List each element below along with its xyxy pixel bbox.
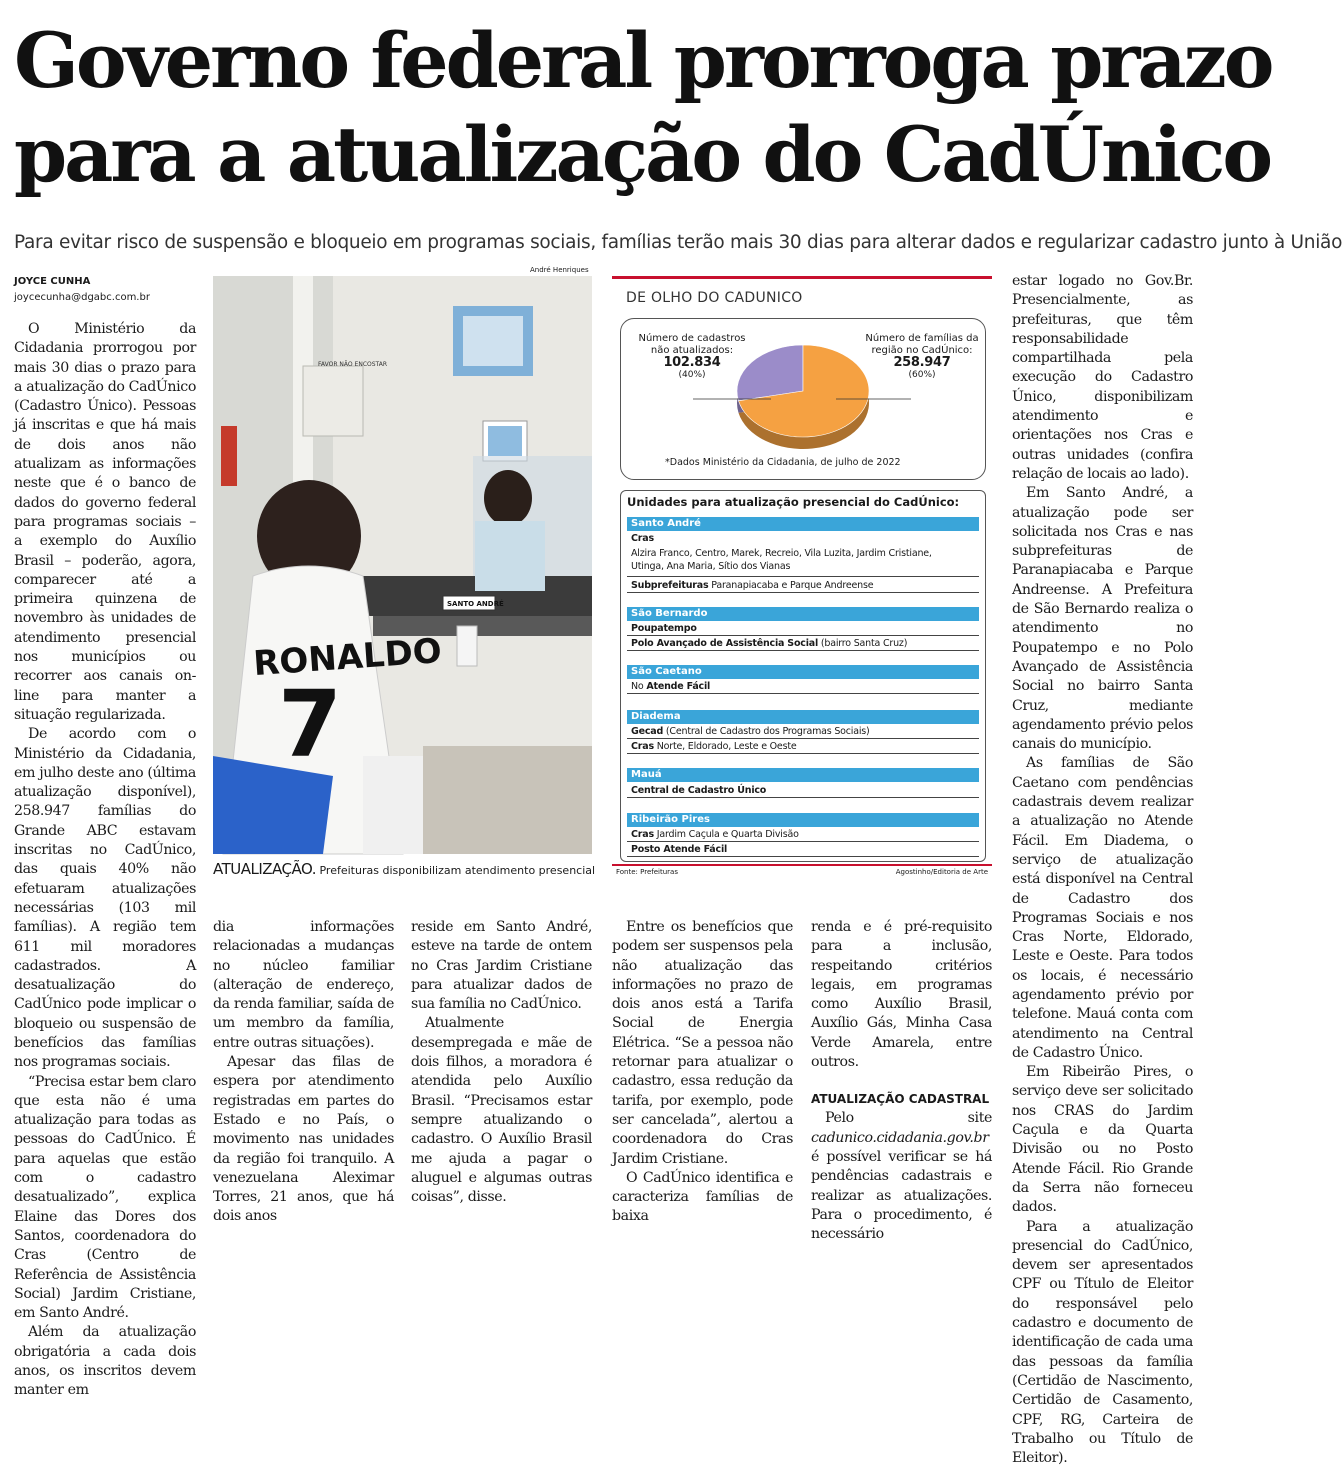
paragraph: Entre os benefícios que podem ser suspensos pela não atualização das informações no prazo de dois anos está a Tarifa Social de Energia Elétrica. “Se a pessoa não retornar para atualizar o cadastro, essa redução da tarifa, por exemplo, pode ser cancelada”, alertou a coordenadora do Cras Jardim Cristiane. [612,919,793,1167]
jersey-number: 7 [278,671,343,778]
row-text: Utinga, Ana Maria, Sítio dos Vianas [631,561,791,572]
table-row [627,740,979,754]
row-text: (bairro Santa Cruz) [818,638,908,649]
article-photo [213,276,592,854]
jersey-name: RONALDO [252,631,444,685]
infographic-source: Fonte: Prefeituras [616,868,678,876]
paragraph: Para a atualização presencial do CadÚnico, devem ser apresentados CPF ou Título de Eleitor do responsável pelo cadastro e documento de identificação de cada uma das pessoas da família (Certidão de Nascimento, Certidão de Casamento, CPF, RG, Carteira de Trabalho ou Título de Eleitor). [1012,1218,1193,1467]
row-text: Paranapiacaba e Parque Andreense [708,580,874,591]
infographic-credit: Agostinho/Editoria de Arte [895,868,988,876]
paragraph: Atualmente desempregada e mãe de dois filhos, a moradora é atendida pelo Auxílio Brasil. “Precisamos estar sempre atualizando o cadastro. O Auxílio Brasil me ajuda a pagar o aluguel e algumas outras coisas”, disse. [411,1015,592,1206]
photo-illustration [213,276,592,854]
city-header-maua: Mauá [627,768,979,782]
pie-chart-box [620,318,986,480]
row-label: Poupatempo [631,623,697,634]
row-text: Norte, Eldorado, Leste e Oeste [653,741,797,752]
pie-label-left [637,333,747,381]
row-label: Cras [631,533,654,544]
city-header-ribeirao-pires: Ribeirão Pires [627,813,979,827]
row-label: Posto Atende Fácil [631,844,728,855]
article-column-5 [811,918,992,1244]
table-row [627,680,979,694]
paragraph: O CadÚnico identifica e caracteriza famílias de baixa [612,1169,793,1225]
row-label: Cras [631,741,654,752]
headline-line-2: para a atualização do CadÚnico [14,110,1271,199]
units-title: Unidades para atualização presencial do CadÚnico: [627,495,960,509]
article-column-1 [14,320,196,1401]
caption-text: Prefeituras disponibilizam atendimento presencial [316,864,596,877]
paragraph: Além da atualização obrigatória a cada dois anos, os inscritos devem manter em [14,1324,196,1399]
wall-sign: FAVOR NÃO ENCOSTAR [318,361,388,368]
paragraph: estar logado no Gov.Br. Presencialmente, as prefeituras, que têm responsabilidade compartilhada pela execução do Cadastro Único, disponibilizam atendimento e orientações nos Cras e outras unidades (confira relação de locais ao lado). [1012,273,1193,482]
row-text: Alzira Franco, Centro, Marek, Recreio, Vila Luzita, Jardim Cristiane, [631,548,932,559]
table-row [627,532,979,577]
infographic-top-rule [612,276,992,279]
pie-label-right-value: 258.947 [893,355,951,370]
paragraph: Apesar das filas de espera por atendimento registradas em partes do Estado e no País, o movimento nas unidades da região foi tranquilo. A venezuelana Aleximar Torres, 21 anos, que há dois anos [213,1054,394,1225]
article-column-3 [411,918,592,1207]
row-text: No [631,681,647,692]
table-row [627,843,979,857]
row-label: Central de Cadastro Único [631,785,767,796]
table-row [627,622,979,636]
table-row [627,637,979,651]
section-heading: ATUALIZAÇÃO CADASTRAL [811,1092,990,1107]
author-name: JOYCE CUNHA [14,276,91,287]
infographic-title: DE OLHO DO CADUNICO [626,290,803,306]
paragraph: dia informações relacionadas a mudanças no núcleo familiar (alteração de endereço, da renda familiar, saída de um membro da família, entre outras situações). [213,919,394,1051]
article-column-2 [213,918,394,1227]
paragraph-text: é possível verificar se há pendências cadastrais e realizar as atualizações. Para o procedimento, é necessário [811,1148,992,1243]
row-text: Jardim Caçula e Quarta Divisão [653,829,799,840]
headline-line-1: Governo federal prorroga prazo [14,16,1272,105]
city-header-sao-caetano: São Caetano [627,665,979,679]
subheadline: Para evitar risco de suspensão e bloqueio em programas sociais, famílias terão mais 30 dias para alterar dados e regularizar cadastro junto à União [14,232,1342,253]
row-label: Atende Fácil [646,681,711,692]
photo-caption [213,860,596,878]
article-column-6 [1012,272,1193,1468]
table-row [627,725,979,739]
pie-label-right-pct: (60%) [908,370,936,380]
pie-source-note: *Dados Ministério da Cidadania, de julho de 2022 [665,457,901,468]
pie-label-left-text: Número de cadastros não atualizados: [638,333,746,356]
row-label: Gecad [631,726,664,737]
infographic [612,276,992,880]
article-column-4 [612,918,793,1227]
units-table [620,490,986,862]
pie-label-left-value: 102.834 [663,355,721,370]
row-label: Subprefeituras [631,580,709,591]
paragraph: Em Santo André, a atualização pode ser solicitada nos Cras e nas subprefeituras de Paranapiacaba e Parque Andreense. A Prefeitura de São Bernardo realiza o atendimento no Poupatempo e no Polo Avançado de Assistência Social no bairro Santa Cruz, mediante agendamento prévio pelos canais do município. [1012,485,1193,753]
photo-credit: André Henriques [530,266,589,274]
paragraph: “Precisa estar bem claro que esta não é uma atualização para todas as pessoas do CadÚnico. É para aquelas que estão com o cadastro desatualizado”, explica Elaine das Dores dos Santos, coordenadora do Cras (Centro de Referência de Assistência Social) Jardim Cristiane, em Santo André. [14,1073,196,1322]
table-row [627,579,979,593]
table-row [627,828,979,842]
paragraph: As famílias de São Caetano com pendências cadastrais devem realizar a atualização no Atende Fácil. Em Diadema, o serviço de atualização está disponível na Central de Cadastro dos Programas Sociais e nos Cras Norte, Eldorado, Leste e Oeste. Para todos os locais, é necessário agendamento prévio por telefone. Mauá conta com atendimento na Central de Cadastro Único. [1012,755,1193,1061]
row-label: Polo Avançado de Assistência Social [631,638,819,649]
pie-label-left-pct: (40%) [678,370,706,380]
caption-lead: ATUALIZAÇÃO. [213,860,316,878]
city-header-sao-bernardo: São Bernardo [627,607,979,621]
city-header-santo-andre: Santo André [627,517,979,531]
paragraph: renda e é pré-requisito para a inclusão, respeitando critérios legais, em programas como Auxílio Brasil, Auxílio Gás, Minha Casa Verde Amarela, entre outros. [811,919,992,1071]
city-header-diadema: Diadema [627,710,979,724]
paragraph-text: Pelo site [825,1110,992,1127]
author-email[interactable]: joycecunha@dgabc.com.br [14,292,150,303]
row-label: Cras [631,829,654,840]
paragraph: De acordo com o Ministério da Cidadania, em julho deste ano (última atualização disponível), 258.947 famílias do Grande ABC estavam inscritas no CadÚnico, das quais 40% não efetuaram atualizações necessárias (103 mil famílias). A região tem 611 mil moradores cadastrados. A desatualização do CadÚnico pode implicar o bloqueio ou suspensão de benefícios das famílias nos programas sociais. [14,726,196,1071]
site-link[interactable]: cadunico.cidadania.gov.br [811,1129,989,1146]
paragraph: O Ministério da Cidadania prorrogou por mais 30 dias o prazo para a atualização do CadÚnico (Cadastro Único). Pessoas já inscritas e que há mais de dois anos não atualizam as informações neste que é o banco de dados do governo federal para programas sociais – a exemplo do Auxílio Brasil – poderão, agora, comparecer até a primeira quinzena de novembro às unidades de atendimento presencial nos municípios ou recorrer aos canais on-line para manter a situação regularizada. [14,321,196,723]
desk-sign: SANTO ANDRÉ [447,600,504,608]
pie-label-right-text: Número de famílias da região no CadÚnico: [865,333,979,356]
paragraph: Em Ribeirão Pires, o serviço deve ser solicitado nos CRAS do Jardim Caçula e da Quarta Divisão ou no Posto Atende Fácil. Rio Grande da Serra não forneceu dados. [1012,1064,1193,1216]
paragraph: reside em Santo André, esteve na tarde de ontem no Cras Jardim Cristiane para atualizar dados de sua família no CadÚnico. [411,919,592,1013]
row-text: (Central de Cadastro dos Programas Sociais) [663,726,870,737]
pie-label-right [863,333,981,381]
table-row [627,784,979,798]
paragraph [811,1109,992,1244]
